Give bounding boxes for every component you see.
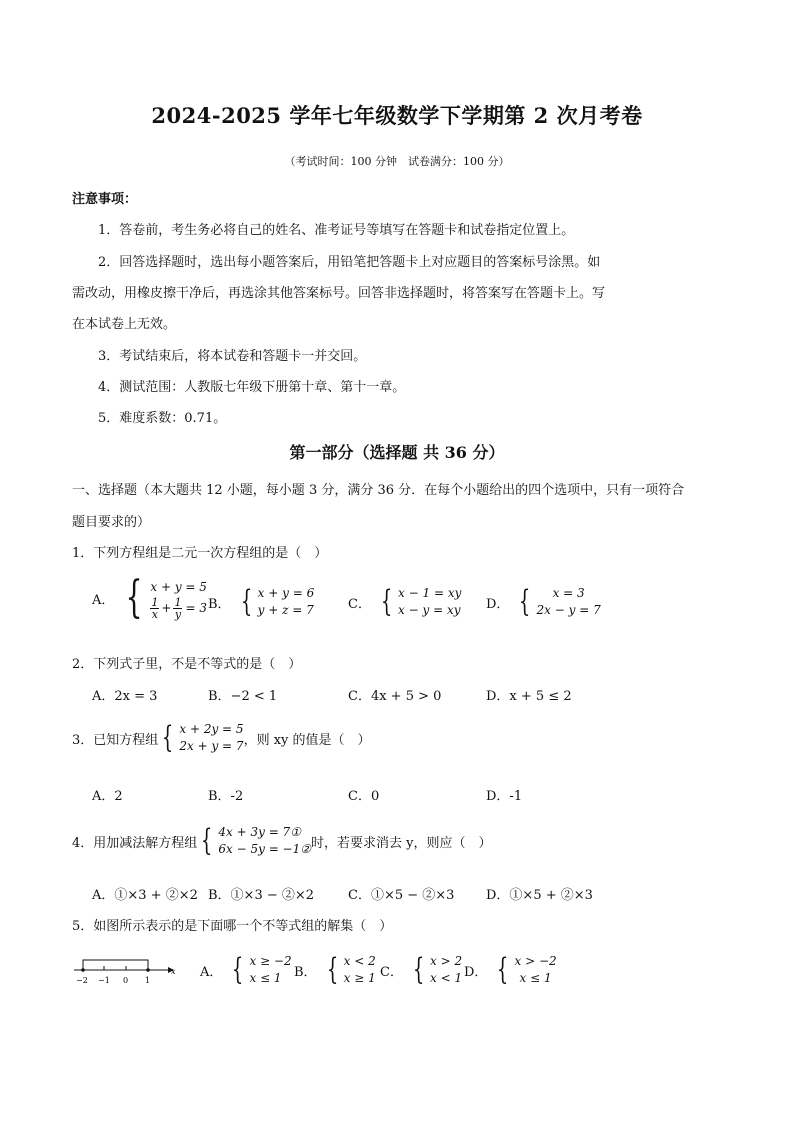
notice-item-2-cont: 需改动，用橡皮擦干净后，再选涂其他答案标号。回答非选择题时，将答案写在答题卡上。写 — [72, 286, 606, 301]
q4-eq2: 6x − 5y = −1② — [218, 842, 312, 856]
q5-number-line — [72, 952, 180, 988]
q5-option-a[interactable]: A． { x ≥ −2 x ≤ 1 — [200, 952, 292, 987]
notice-item-2-end: 在本试卷上无效。 — [72, 317, 177, 332]
exam-info: （考试时间：100 分钟 试卷满分：100 分） — [284, 155, 510, 168]
q3-eq1: x + 2y = 5 — [179, 722, 244, 736]
q4-option-c[interactable]: C．①×5 − ②×3 — [348, 888, 455, 903]
q1-a-eq1: x + y = 5 — [150, 579, 207, 594]
q1-a-eq2: $\frac{1}{x}$ + $\frac{1}{y}$ = 3 — [151, 595, 207, 621]
q3-option-b[interactable]: B．-2 — [208, 789, 244, 804]
q2-option-b[interactable]: B．−2 < 1 — [208, 689, 278, 704]
notice-item-4: 4．测试范围：人教版七年级下册第十章、第十一章。 — [98, 380, 406, 395]
q4-option-a[interactable]: A．①×3 + ②×2 — [92, 888, 198, 903]
q4-option-b[interactable]: B．①×3 − ②×2 — [208, 888, 315, 903]
q1-option-d[interactable]: D． { x = 3 2x − y = 7 — [486, 584, 601, 619]
q1-d-eq2: 2x − y = 7 — [536, 603, 601, 617]
q1-c-eq1: x − 1 = xy — [398, 586, 462, 600]
q3-option-c[interactable]: C．0 — [348, 789, 380, 804]
q4-eq1: 4x + 3y = 7① — [218, 825, 301, 839]
notice-item-1: 1．答卷前，考生务必将自己的姓名、准考证号等填写在答题卡和试卷指定位置上。 — [98, 223, 575, 238]
q1-b-eq2: y + z = 7 — [257, 603, 314, 617]
axis-label-x: x — [171, 967, 176, 976]
q5-option-b[interactable]: B． { x < 2 x ≥ 1 — [294, 952, 376, 987]
q3-option-d[interactable]: D．-1 — [486, 789, 523, 804]
q1-stem: 1．下列方程组是二元一次方程组的是（ ） — [72, 546, 328, 561]
notice-item-5: 5．难度系数：0.71。 — [98, 411, 227, 426]
q1-option-c[interactable]: C． { x − 1 = xy x − y = xy — [348, 584, 462, 619]
notice-item-3: 3．考试结束后，将本试卷和答题卡一并交回。 — [98, 349, 367, 364]
q2-option-c[interactable]: C．4x + 5 > 0 — [348, 689, 442, 704]
tick-label-neg2: −2 — [76, 976, 88, 985]
solution-bracket — [83, 960, 148, 970]
tick-label-neg1: −1 — [98, 976, 110, 985]
section-intro: 一、选择题（本大题共 12 小题，每小题 3 分，满分 36 分．在每个小题给出的四个选项中，只有一项符合 — [72, 483, 685, 498]
point-1 — [146, 968, 150, 972]
q2-option-d[interactable]: D．x + 5 ≤ 2 — [486, 689, 572, 704]
page-title: 2024-2025 学年七年级数学下学期第 2 次月考卷 — [151, 103, 643, 128]
q3-eq2: 2x + y = 7 — [179, 739, 244, 753]
q1-option-a[interactable]: A． { x + y = 5 $\frac{1}{x}$ + $\frac{1}{y}$ = 3 — [92, 572, 207, 623]
q1-c-eq2: x − y = xy — [398, 603, 461, 617]
q4-option-d[interactable]: D．①×5 + ②×3 — [486, 888, 593, 903]
tick-label-1: 1 — [145, 976, 151, 985]
notice-heading: 注意事项： — [72, 192, 138, 207]
q3-option-a[interactable]: A．2 — [92, 789, 123, 804]
q2-stem: 2．下列式子里，不是不等式的是（ ） — [72, 657, 302, 672]
q1-d-eq1: x = 3 — [552, 586, 585, 600]
q2-option-a[interactable]: A．2x = 3 — [92, 689, 158, 704]
point-neg2 — [81, 968, 85, 972]
section-intro-cont: 题目要求的） — [72, 515, 151, 530]
section-title: 第一部分（选择题 共 36 分） — [289, 443, 505, 462]
q5-option-d[interactable]: D． { x > −2 x ≤ 1 — [464, 952, 557, 987]
q5-option-c[interactable]: C． { x > 2 x < 1 — [380, 952, 463, 987]
q4-stem: 4．用加减法解方程组 { 4x + 3y = 7① 6x − 5y = −1② 时，若要求消去 y，则应（ ） — [72, 823, 492, 858]
q1-b-eq1: x + y = 6 — [257, 586, 315, 600]
notice-item-2: 2．回答选择题时，选出每小题答案后，用铅笔把答题卡上对应题目的答案标号涂黑。如 — [98, 255, 601, 270]
tick-label-0: 0 — [123, 976, 129, 985]
q1-option-b[interactable]: B． { x + y = 6 y + z = 7 — [208, 584, 315, 619]
q3-stem: 3．已知方程组 { x + 2y = 5 2x + y = 7 ，则 xy 的值是（ ） — [72, 720, 371, 755]
q5-stem: 5．如图所示表示的是下面哪一个不等式组的解集（ ） — [72, 919, 393, 934]
